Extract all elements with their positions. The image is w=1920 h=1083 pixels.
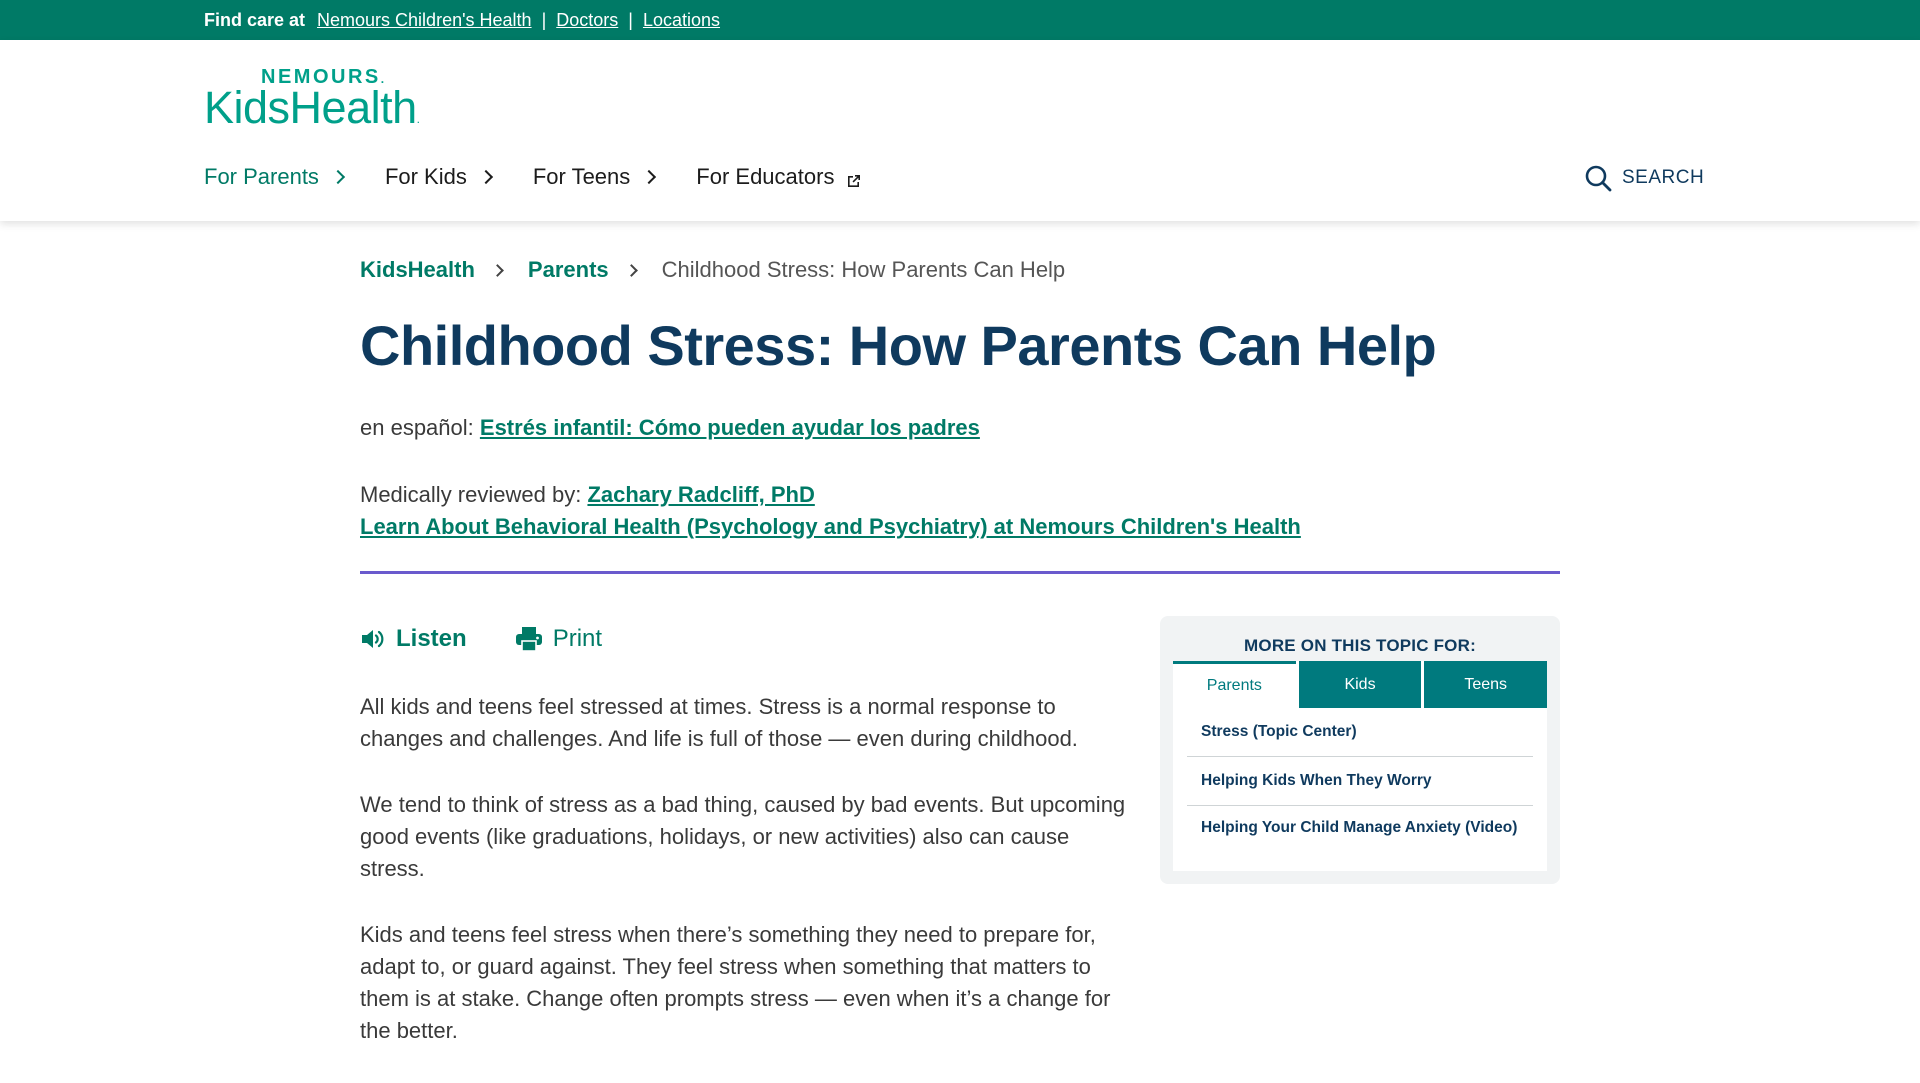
tab-teens[interactable]: Teens <box>1424 661 1547 708</box>
site-header <box>0 40 1920 221</box>
print-label: Print <box>552 625 603 652</box>
divider <box>360 571 1560 574</box>
article-body <box>360 691 1140 1081</box>
article-tools <box>360 625 650 653</box>
chevron-right-icon <box>491 264 504 277</box>
main-nav <box>204 164 904 190</box>
medical-review <box>360 479 1301 543</box>
nemours-childrens-health-link[interactable]: Nemours Children's Health <box>317 9 532 30</box>
print-button[interactable] <box>515 625 602 653</box>
spanish-version <box>360 415 980 441</box>
chevron-right-icon <box>479 170 493 184</box>
related-link[interactable]: Stress (Topic Center) <box>1187 708 1533 757</box>
find-care-bar <box>0 0 1920 40</box>
related-link[interactable]: Helping Your Child Manage Anxiety (Video) <box>1201 819 1518 836</box>
nav-for-teens[interactable] <box>533 164 654 190</box>
nav-label: For Kids <box>384 164 467 189</box>
breadcrumb-kidshealth[interactable]: KidsHealth <box>360 257 475 282</box>
nav-for-kids[interactable] <box>385 164 491 190</box>
paragraph: We tend to think of stress as a bad thing, caused by bad events. But upcoming good events (like graduations, holidays, or new activities) also can cause stress. <box>360 792 1126 881</box>
spanish-article-link[interactable]: Estrés infantil: Cómo pueden ayudar los padres <box>479 415 980 440</box>
nav-label: For Educators <box>696 164 835 189</box>
separator: | <box>541 9 547 30</box>
breadcrumb <box>360 257 1065 283</box>
more-on-topic-box <box>1160 616 1560 884</box>
search-label: SEARCH <box>1622 167 1705 188</box>
listen-button[interactable] <box>360 625 467 653</box>
behavioral-health-link[interactable]: Learn About Behavioral Health (Psychology and Psychiatry) at Nemours Children's Health <box>360 514 1301 539</box>
spanish-label: en español: <box>360 415 474 440</box>
printer-icon <box>515 626 543 652</box>
topic-panel <box>1173 661 1547 871</box>
reviewed-label: Medically reviewed by: <box>360 482 582 507</box>
listen-label: Listen <box>396 625 467 652</box>
reviewer-link[interactable]: Zachary Radcliff, PhD <box>587 482 815 507</box>
separator: | <box>628 9 633 30</box>
nav-label: For Parents <box>204 164 319 189</box>
chevron-right-icon <box>331 170 345 184</box>
tab-kids[interactable]: Kids <box>1299 661 1422 708</box>
search-icon <box>1584 164 1612 192</box>
external-link-icon <box>846 169 862 185</box>
audience-tabs <box>1173 661 1547 708</box>
tab-parents[interactable]: Parents <box>1173 661 1296 708</box>
page-title: Childhood Stress: How Parents Can Help <box>360 314 1437 377</box>
nav-label: For Teens <box>532 164 631 189</box>
logo-nemours-text: NEMOURS. <box>261 66 387 88</box>
logo-kidshealth-text: KidsHealth. <box>204 82 420 133</box>
paragraph: Kids and teens feel stress when there’s something they need to prepare for, adapt to, or guard against. They feel stress when something that matters to them is at stake. Change often prompts stress — even when it’s a change for the better. <box>360 922 1111 1043</box>
chevron-right-icon <box>642 170 656 184</box>
paragraph: All kids and teens feel stressed at times. Stress is a normal response to changes and challenges. And life is full of those — even during childhood. <box>360 694 1078 751</box>
more-on-topic-title: MORE ON THIS TOPIC FOR: <box>1244 636 1476 655</box>
nav-for-parents[interactable] <box>204 164 343 190</box>
related-link[interactable]: Helping Kids When They Worry <box>1187 757 1533 806</box>
related-links <box>1187 708 1533 852</box>
breadcrumb-current: Childhood Stress: How Parents Can Help <box>661 257 1066 282</box>
nav-for-educators[interactable] <box>696 164 862 190</box>
breadcrumb-parents[interactable]: Parents <box>527 257 609 282</box>
speaker-icon <box>360 627 386 651</box>
search-button[interactable] <box>1584 164 1704 192</box>
doctors-link[interactable]: Doctors <box>556 9 619 30</box>
find-care-label: Find care at <box>204 9 306 30</box>
chevron-right-icon <box>625 264 638 277</box>
locations-link[interactable]: Locations <box>642 9 721 30</box>
